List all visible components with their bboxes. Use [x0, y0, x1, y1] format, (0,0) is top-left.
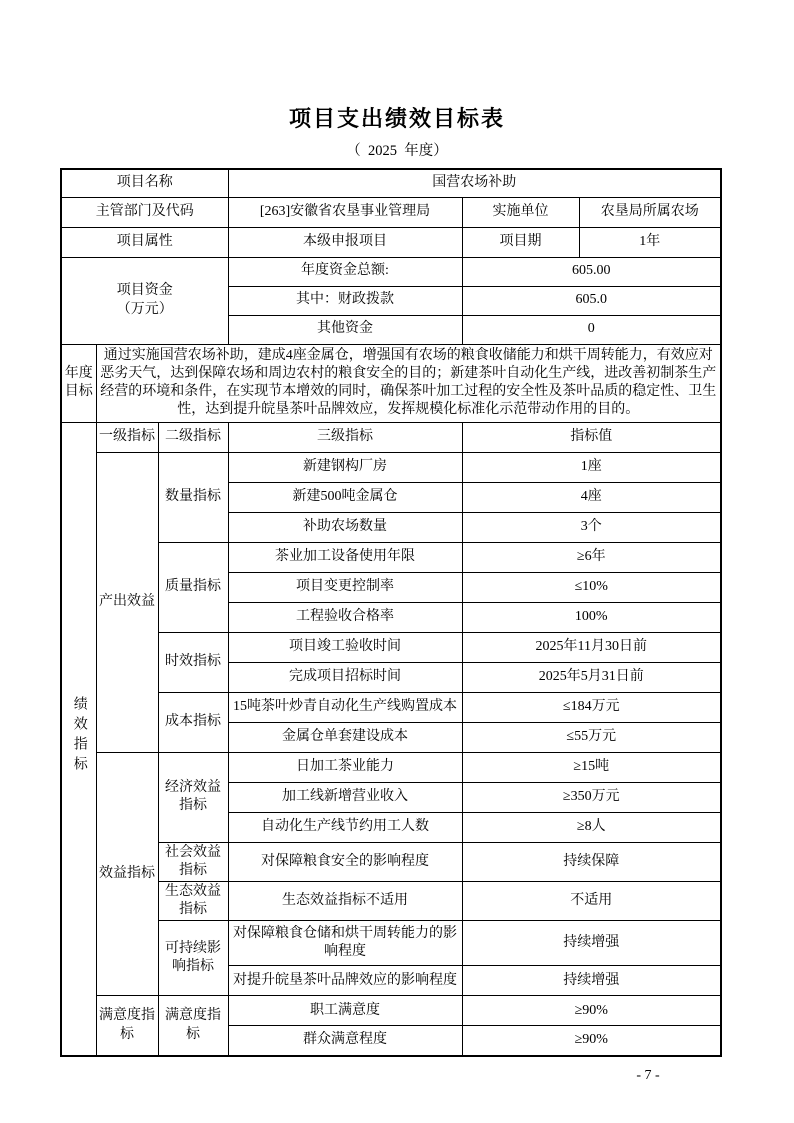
funding-fiscal-value: 605.0 — [462, 286, 721, 315]
indicator-name: 项目竣工验收时间 — [228, 632, 462, 662]
indicator-value: ≤184万元 — [462, 692, 721, 722]
indicator-value: 2025年5月31日前 — [462, 662, 721, 692]
indicator-name: 加工线新增营业收入 — [228, 782, 462, 812]
indicator-name: 茶业加工设备使用年限 — [228, 542, 462, 572]
funding-label-line2: （万元） — [116, 301, 173, 317]
level1-satisfaction: 满意度指标 — [96, 996, 158, 1056]
funding-fiscal-label: 其中：财政拨款 — [228, 286, 462, 315]
indicator-value: ≥6年 — [462, 542, 721, 572]
impl-unit-label: 实施单位 — [462, 197, 579, 227]
annual-target-label: 年度目标 — [61, 344, 96, 422]
page-number: - 7 - — [636, 1067, 660, 1083]
indicator-value: 持续增强 — [462, 921, 721, 966]
dept-label: 主管部门及代码 — [61, 197, 228, 227]
indicator-name: 生态效益指标不适用 — [228, 881, 462, 920]
level1-benefit: 效益指标 — [96, 752, 158, 996]
indicator-name: 新建钢构厂房 — [228, 452, 462, 482]
header-value: 指标值 — [462, 422, 721, 452]
project-name-label: 项目名称 — [61, 169, 228, 197]
level2-quality: 质量指标 — [158, 542, 228, 632]
header-level2: 二级指标 — [158, 422, 228, 452]
indicator-value: 1座 — [462, 452, 721, 482]
table-row — [61, 632, 721, 662]
level2-satisfaction: 满意度指标 — [158, 996, 228, 1056]
indicator-name: 职工满意度 — [228, 996, 462, 1026]
table-row — [61, 227, 721, 257]
funding-other-label: 其他资金 — [228, 315, 462, 344]
period-value: 1年 — [579, 227, 721, 257]
indicator-value: ≥90% — [462, 1026, 721, 1056]
indicator-name: 工程验收合格率 — [228, 602, 462, 632]
table-row — [61, 996, 721, 1026]
table-row — [61, 752, 721, 782]
page-title: 项目支出绩效目标表 — [288, 106, 505, 131]
indicator-value: ≥90% — [462, 996, 721, 1026]
impl-unit-value: 农垦局所属农场 — [579, 197, 721, 227]
funding-label-line1: 项目资金 — [116, 283, 173, 299]
indicator-name: 15吨茶叶炒青自动化生产线购置成本 — [228, 692, 462, 722]
indicator-name: 项目变更控制率 — [228, 572, 462, 602]
indicator-value: ≥350万元 — [462, 782, 721, 812]
funding-label — [61, 257, 228, 344]
table-row — [61, 197, 721, 227]
indicator-value: ≤10% — [462, 572, 721, 602]
table-row — [61, 542, 721, 572]
attr-value: 本级申报项目 — [228, 227, 462, 257]
indicator-name: 群众满意程度 — [228, 1026, 462, 1056]
table-row — [61, 257, 721, 286]
indicator-value: ≤55万元 — [462, 722, 721, 752]
indicator-value: 不适用 — [462, 881, 721, 920]
table-row — [61, 692, 721, 722]
performance-indicator-side-label: 绩效指标 — [61, 422, 96, 1056]
indicator-name: 日加工茶业能力 — [228, 752, 462, 782]
indicator-name: 自动化生产线节约用工人数 — [228, 812, 462, 842]
period-label: 项目期 — [462, 227, 579, 257]
indicator-value: 持续保障 — [462, 842, 721, 881]
level2-timeliness: 时效指标 — [158, 632, 228, 692]
indicator-value: 2025年11月30日前 — [462, 632, 721, 662]
dept-value: [263]安徽省农垦事业管理局 — [228, 197, 462, 227]
header-level1: 一级指标 — [96, 422, 158, 452]
indicator-value: 100% — [462, 602, 721, 632]
indicator-value: 4座 — [462, 482, 721, 512]
indicator-name: 对保障粮食仓储和烘干周转能力的影响程度 — [228, 921, 462, 966]
level1-output: 产出效益 — [96, 452, 158, 752]
indicator-name: 对提升皖垦茶叶品牌效应的影响程度 — [228, 966, 462, 996]
indicator-name: 新建500吨金属仓 — [228, 482, 462, 512]
indicator-name: 金属仓单套建设成本 — [228, 722, 462, 752]
indicator-name: 补助农场数量 — [228, 512, 462, 542]
attr-label: 项目属性 — [61, 227, 228, 257]
page-subtitle: （ 2025 年度） — [346, 143, 448, 159]
indicator-name: 对保障粮食安全的影响程度 — [228, 842, 462, 881]
table-row — [61, 881, 721, 920]
table-row — [61, 452, 721, 482]
indicator-name: 完成项目招标时间 — [228, 662, 462, 692]
indicator-value: ≥8人 — [462, 812, 721, 842]
table-row — [61, 344, 721, 422]
indicator-value: 持续增强 — [462, 966, 721, 996]
funding-other-value: 0 — [462, 315, 721, 344]
indicator-value: 3个 — [462, 512, 721, 542]
indicator-value: ≥15吨 — [462, 752, 721, 782]
level2-social: 社会效益指标 — [158, 842, 228, 881]
table-row — [61, 169, 721, 197]
project-name-value: 国营农场补助 — [228, 169, 721, 197]
level2-quantity: 数量指标 — [158, 452, 228, 542]
table-row — [61, 842, 721, 881]
level2-cost: 成本指标 — [158, 692, 228, 752]
level2-sustain: 可持续影响指标 — [158, 921, 228, 996]
level2-ecological: 生态效益指标 — [158, 881, 228, 920]
funding-total-value: 605.00 — [462, 257, 721, 286]
header-level3: 三级指标 — [228, 422, 462, 452]
level2-economic: 经济效益指标 — [158, 752, 228, 842]
table-row — [61, 422, 721, 452]
performance-target-table — [60, 168, 722, 1057]
table-row — [61, 921, 721, 966]
funding-total-label: 年度资金总额: — [228, 257, 462, 286]
annual-target-text: 通过实施国营农场补助，建成4座金属仓，增强国有农场的粮食收储能力和烘干周转能力，有效应对恶劣天气，达到保障农场和周边农村的粮食安全的目的；新建茶叶自动化生产线，进改善初制茶生产经营的环境和条件，在实现节本增效的同时，确保茶叶加工过程的安全性及茶叶品质的稳定性、卫生性，达到提升皖垦茶叶品牌效应，发挥规模化标准化示范带动作用的目的。 — [96, 344, 721, 422]
